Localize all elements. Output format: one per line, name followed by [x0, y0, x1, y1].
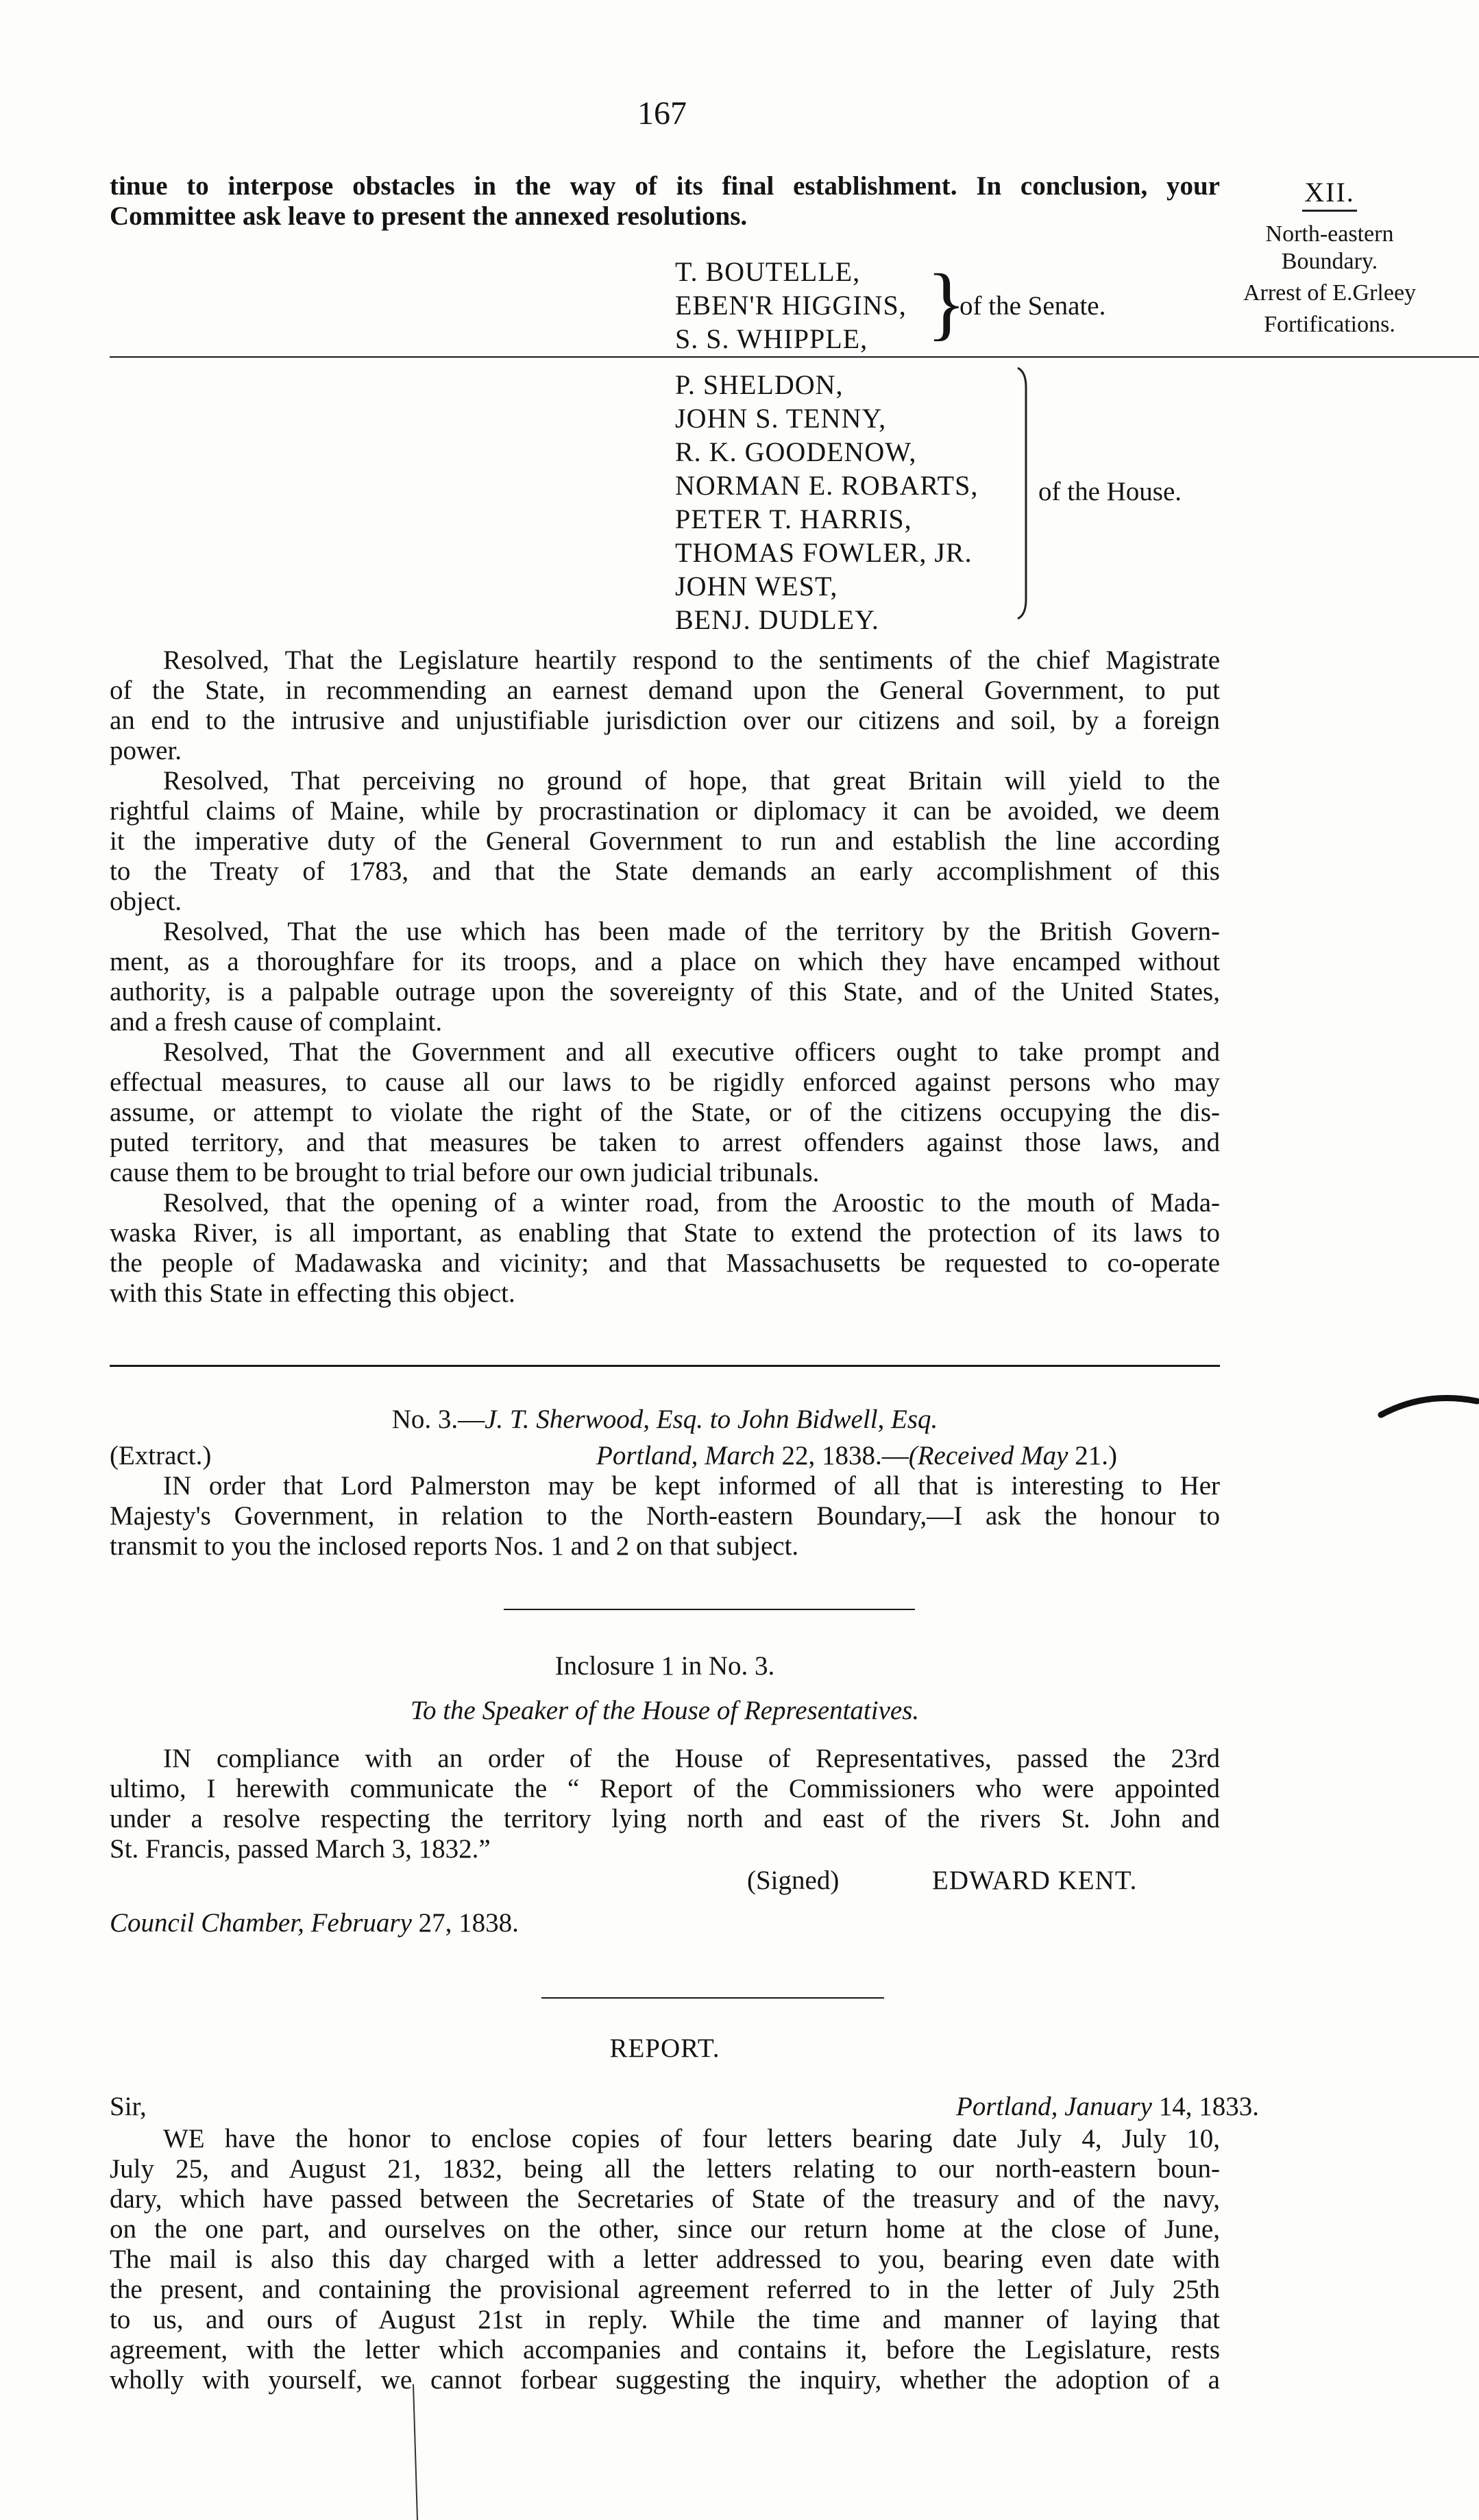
text-line: of the State, in recommending an earnest demand upon the General Government, to put — [110, 676, 1220, 705]
text-line: power. — [110, 736, 182, 765]
resolution-paragraph — [110, 917, 1220, 1037]
senate-names — [675, 255, 907, 356]
margin-line: North-eastern — [1265, 221, 1394, 247]
no3-heading-title: J. T. Sherwood, Esq. to John Bidwell, Esq. — [485, 1405, 938, 1434]
no3-heading-prefix: No. 3.— — [391, 1405, 485, 1434]
inclosure-paragraph — [110, 1744, 1220, 1864]
council-place: Council Chamber, February — [110, 1908, 412, 1938]
signatory-name: S. S. WHIPPLE, — [675, 323, 868, 354]
senate-brace: } — [927, 257, 966, 348]
dateline-date: 22, 1838.— — [774, 1441, 909, 1470]
text-line: Resolved, That perceiving no ground of hope, that great Britain will yield to the — [163, 766, 1220, 795]
no3-heading — [110, 1405, 1220, 1435]
text-line: assume, or attempt to violate the right of the State, or of the citizens occupying the dis- — [110, 1098, 1220, 1127]
resolution-paragraph — [110, 766, 1220, 917]
text-line: agreement, with the letter which accompanies and contains it, before the Legislature, rests — [110, 2335, 1220, 2364]
report-salutation-row — [110, 2092, 1259, 2122]
extract-label: (Extract.) — [110, 1441, 212, 1470]
no3-paragraph — [110, 1471, 1220, 1561]
text-line: ultimo, I herewith communicate the “ Report of the Commissioners who were appointed — [110, 1774, 1220, 1803]
text-line: the people of Madawaska and vicinity; and that Massachusetts be requested to co-operate — [110, 1248, 1220, 1278]
text-line: with this State in effecting this object. — [110, 1278, 515, 1308]
signatory-name: T. BOUTELLE, — [675, 256, 861, 287]
signatory-name: BENJ. DUDLEY. — [675, 604, 879, 635]
text-line: effectual measures, to cause all our laws to be rigidly enforced against persons who may — [110, 1067, 1220, 1097]
signer-name: EDWARD KENT. — [932, 1866, 1138, 1895]
margin-note — [1227, 177, 1432, 341]
council-chamber-line — [110, 1908, 1220, 1938]
house-label: of the House. — [1038, 477, 1182, 506]
margin-line: Fortifications. — [1264, 312, 1395, 337]
margin-rule — [1302, 210, 1357, 212]
signatory-name: THOMAS FOWLER, JR. — [675, 537, 973, 568]
resolution-paragraph — [110, 645, 1220, 766]
signatory-name: JOHN WEST, — [675, 571, 838, 602]
text-line: and a fresh cause of complaint. — [110, 1007, 443, 1037]
scan-line — [408, 2384, 428, 2520]
margin-line: Arrest of E.Grleey — [1243, 280, 1417, 306]
council-date: 27, 1838. — [411, 1908, 519, 1938]
house-names — [675, 368, 978, 637]
report-date — [956, 2092, 1259, 2122]
salutation: Sir, — [110, 2092, 147, 2121]
signatory-name: P. SHELDON, — [675, 369, 844, 400]
text-line: dary, which have passed between the Secretaries of State of the treasury and of the navy, — [110, 2184, 1220, 2214]
section-divider — [110, 1365, 1220, 1367]
text-line: object. — [110, 887, 182, 916]
text-line: an end to the intrusive and unjustifiable jurisdiction over our citizens and soil, by a foreign — [110, 706, 1220, 735]
margin-line: Boundary. — [1281, 249, 1378, 274]
text-line: puted territory, and that measures be taken to arrest offenders against those laws, and — [110, 1128, 1220, 1157]
text-line: July 25, and August 21, 1832, being all the letters relating to our north-eastern boun- — [110, 2154, 1220, 2184]
signed-label: (Signed) — [747, 1866, 840, 1895]
text-line: cause them to be brought to trial before our own judicial tribunals. — [110, 1158, 820, 1187]
text-line: Majesty's Government, in relation to the North-eastern Boundary,—I ask the honour to — [110, 1501, 1220, 1531]
text-line: IN compliance with an order of the House of Representatives, passed the 23rd — [163, 1744, 1220, 1773]
text-line: Resolved, that the opening of a winter road, from the Aroostic to the mouth of Mada- — [163, 1188, 1220, 1218]
short-divider — [504, 1609, 915, 1610]
short-divider — [541, 1997, 884, 1999]
text-line: rightful claims of Maine, while by procrastination or diplomacy it can be avoided, we deem — [110, 796, 1220, 826]
resolutions — [110, 645, 1220, 1309]
no3-dateline — [596, 1441, 1117, 1471]
text-line: the present, and containing the provisional agreement referred to in the letter of July 25th — [110, 2275, 1220, 2304]
text-line: Resolved, That the Legislature heartily respond to the sentiments of the chief Magistrate — [163, 645, 1220, 675]
report-date-day: 14, 1833. — [1151, 2092, 1259, 2121]
signatory-name: NORMAN E. ROBARTS, — [675, 470, 979, 501]
text-line: it the imperative duty of the General Government to run and establish the line according — [110, 826, 1220, 856]
text-line: Resolved, That the Government and all executive officers ought to take prompt and — [163, 1037, 1220, 1067]
received-label: (Received May — [908, 1441, 1068, 1470]
text-line: Committee ask leave to present the annexed resolutions. — [110, 201, 748, 231]
text-line: authority, is a palpable outrage upon the sovereignty of this State, and of the United States, — [110, 977, 1220, 1006]
text-line: to the Treaty of 1783, and that the State demands an early accomplishment of this — [110, 856, 1220, 886]
text-line: tinue to interpose obstacles in the way of its final establishment. In conclusion, your — [110, 171, 1220, 201]
signatory-name: R. K. GOODENOW, — [675, 436, 917, 467]
text-line: ment, as a thoroughfare for its troops, and a place on which they have encamped without — [110, 947, 1220, 976]
inclosure-heading: Inclosure 1 in No. 3. — [554, 1651, 775, 1681]
text-line: on the one part, and ourselves on the other, since our return home at the close of June, — [110, 2214, 1220, 2244]
text-line: under a resolve respecting the territory lying north and east of the rivers St. John and — [110, 1804, 1220, 1833]
text-line: IN order that Lord Palmerston may be kept informed of all that is interesting to Her — [163, 1471, 1220, 1500]
dateline-place: Portland, March — [596, 1441, 775, 1470]
page-number: 167 — [637, 95, 687, 132]
resolution-paragraph — [110, 1188, 1220, 1309]
text-line: transmit to you the inclosed reports Nos. 1 and 2 on that subject. — [110, 1531, 799, 1561]
margin-section: XII. — [1304, 177, 1355, 208]
opening-paragraph — [110, 171, 1220, 232]
house-bracket — [1011, 367, 1038, 620]
text-line: St. Francis, passed March 3, 1832.” — [110, 1834, 491, 1864]
report-date-place: Portland, January — [956, 2092, 1152, 2121]
inclosure-addressee: To the Speaker of the House of Representatives. — [410, 1696, 920, 1725]
resolution-paragraph — [110, 1037, 1220, 1188]
text-line: to us, and ours of August 21st in reply. While the time and manner of laying that — [110, 2305, 1220, 2334]
signatory-name: JOHN S. TENNY, — [675, 403, 887, 434]
text-line: The mail is also this day charged with a letter addressed to you, bearing even date with — [110, 2245, 1220, 2274]
no3-dateline-row — [110, 1441, 1220, 1471]
divider-line — [110, 356, 1479, 358]
report-paragraph — [110, 2124, 1220, 2395]
senate-label: of the Senate. — [959, 291, 1106, 321]
received-date: 21.) — [1068, 1441, 1117, 1470]
report-heading: REPORT. — [609, 2034, 720, 2063]
scan-mark — [1378, 1377, 1479, 1432]
text-line: Resolved, That the use which has been made of the territory by the British Govern- — [163, 917, 1220, 946]
signatory-name: EBEN'R HIGGINS, — [675, 290, 907, 321]
text-line: wholly with yourself, we cannot forbear suggesting the inquiry, whether the adoption of a — [110, 2365, 1220, 2395]
text-line: waska River, is all important, as enabling that State to extend the protection of its laws to — [110, 1218, 1220, 1248]
text-line: WE have the honor to enclose copies of four letters bearing date July 4, July 10, — [163, 2124, 1220, 2153]
signatory-name: PETER T. HARRIS, — [675, 504, 912, 534]
